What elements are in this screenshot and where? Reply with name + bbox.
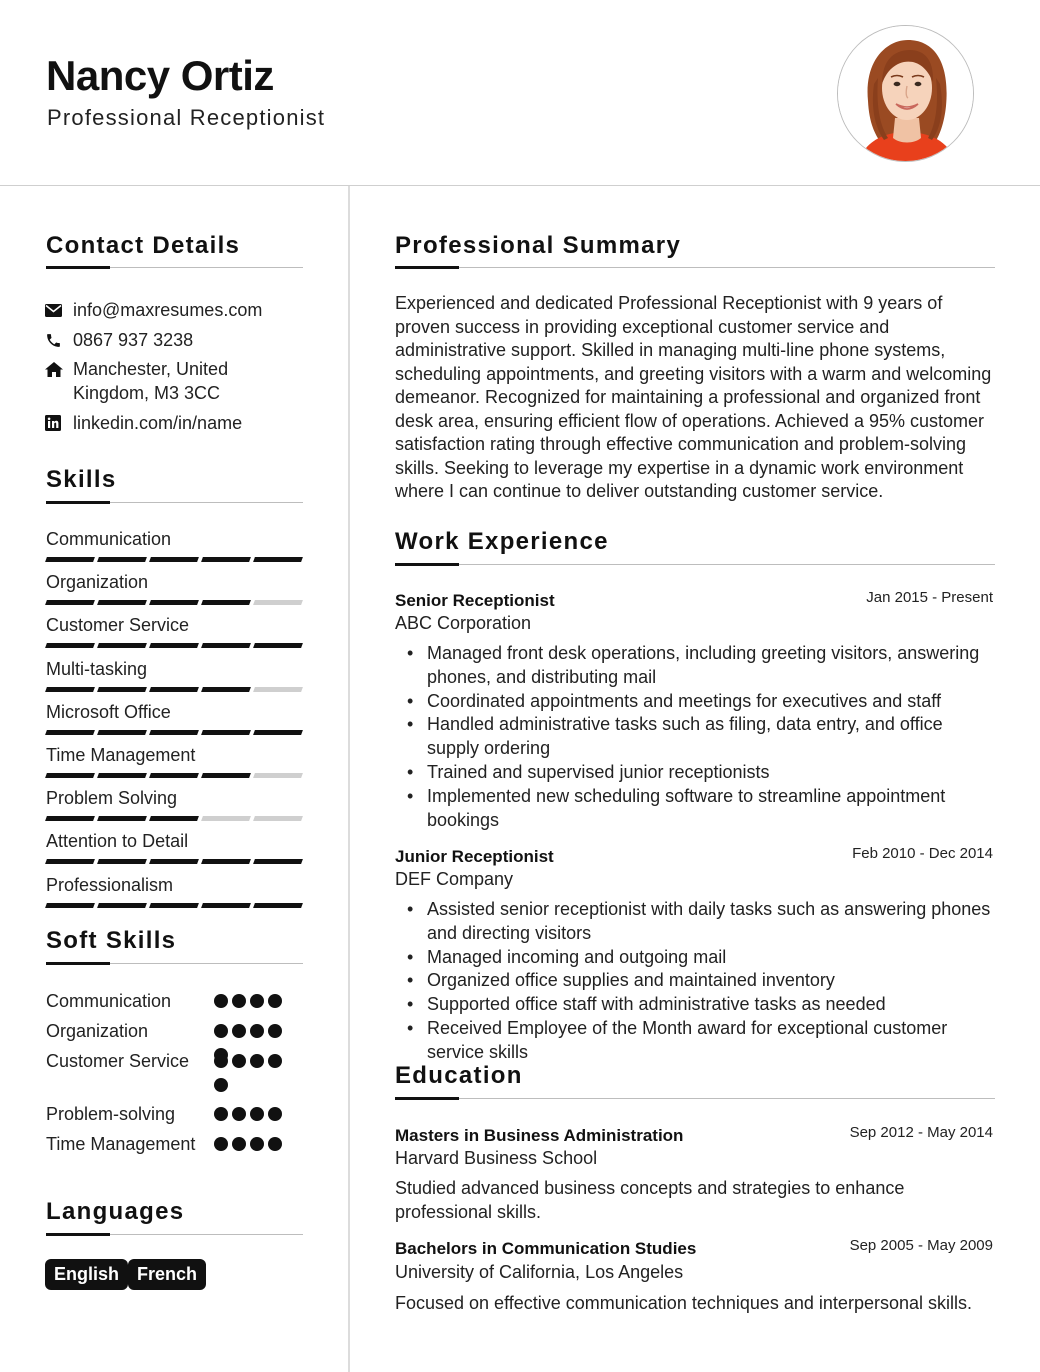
skill-level-segment	[97, 730, 147, 735]
skill-item	[46, 831, 304, 864]
rating-dot	[214, 994, 228, 1008]
contact-phone[interactable]	[45, 328, 273, 352]
skill-level-bars	[46, 687, 304, 692]
rating-dot	[232, 994, 246, 1008]
contact-heading: Contact Details	[46, 232, 241, 259]
skill-label: Problem Solving	[46, 788, 178, 809]
skill-label: Multi-tasking	[46, 658, 148, 679]
skill-level-segment	[97, 859, 147, 864]
skill-level-segment	[97, 816, 147, 821]
job-bullets	[395, 642, 997, 832]
skill-level-segment	[201, 557, 251, 562]
soft-skill-label: Problem-solving	[46, 1104, 176, 1124]
contact-phone-text: 0867 937 3238	[73, 330, 194, 350]
skill-level-segment	[45, 643, 95, 648]
rating-dot	[268, 1107, 282, 1121]
skill-level-segment	[149, 859, 199, 864]
resume-header	[0, 0, 1040, 186]
soft-skill-rating	[214, 994, 288, 1008]
skill-level-segment	[97, 687, 147, 692]
degree-description: Focused on effective communication techniques and interpersonal skills.	[395, 1293, 972, 1313]
list-item: • Received Employee of the Month award for exceptional customer service skills	[395, 1017, 997, 1065]
skill-item	[46, 788, 304, 821]
skill-level-segment	[201, 773, 251, 778]
summary-text: Experienced and dedicated Professional Receptionist with 9 years of proven success in providing exceptional customer service and administrative support. Skilled in managing multi-line phone systems, scheduling appointments, and greeting visitors with a warm and welcoming demeanor. Recognized for maintaining a professional and organized front desk area, ensuring efficient flow of operations. Achieved a 95% customer satisfaction rating through effective communication and problem-solving skills. Seeking to leverage my expertise in a dynamic work environment where I can continue to deliver outstanding customer service.	[395, 293, 992, 501]
contact-email[interactable]	[45, 298, 273, 322]
skill-level-segment	[253, 687, 303, 692]
summary-rule-accent	[395, 266, 459, 269]
skill-level-bars	[46, 730, 304, 735]
skill-level-segment	[97, 600, 147, 605]
skill-level-bars	[46, 903, 304, 908]
skill-item	[46, 659, 304, 692]
skill-item	[46, 529, 304, 562]
candidate-name: Nancy Ortiz	[46, 52, 274, 99]
skill-level-segment	[45, 730, 95, 735]
rating-dot	[214, 1054, 228, 1068]
skill-level-segment	[45, 859, 95, 864]
rating-dot	[250, 1107, 264, 1121]
home-icon	[45, 357, 73, 381]
skill-label: Organization	[46, 572, 149, 593]
skill-level-segment	[201, 643, 251, 648]
skill-level-segment	[45, 816, 95, 821]
skill-level-segment	[149, 687, 199, 692]
skill-level-segment	[253, 773, 303, 778]
languages-rule-accent	[46, 1233, 110, 1236]
skill-level-segment	[253, 903, 303, 908]
job-title: Senior Receptionist	[395, 591, 555, 610]
skill-level-segment	[201, 903, 251, 908]
skill-label: Microsoft Office	[46, 701, 171, 722]
degree-description: Studied advanced business concepts and strategies to enhance professional skills.	[395, 1178, 905, 1222]
language-badge: English	[45, 1259, 128, 1290]
list-item: • Implemented new scheduling software to streamline appointment bookings	[395, 785, 997, 833]
rating-dot	[250, 1137, 264, 1151]
rating-dot	[268, 994, 282, 1008]
skills-heading: Skills	[46, 466, 117, 493]
linkedin-icon	[45, 411, 73, 435]
languages-heading: Languages	[46, 1198, 185, 1225]
school-name: University of California, Los Angeles	[395, 1262, 684, 1282]
profile-portrait-image	[838, 26, 974, 162]
column-divider	[348, 186, 350, 1372]
skill-level-segment	[201, 730, 251, 735]
soft-skill-item	[46, 990, 304, 1013]
list-item: • Handled administrative tasks such as filing, data entry, and office supply ordering	[395, 713, 997, 761]
rating-dot	[250, 1054, 264, 1068]
rating-dot	[214, 1107, 228, 1121]
soft-skill-item	[46, 1050, 304, 1073]
phone-icon	[45, 328, 73, 352]
skill-label: Customer Service	[46, 615, 190, 636]
skill-level-segment	[253, 643, 303, 648]
rating-dot	[250, 994, 264, 1008]
degree-dates: Sep 2005 - May 2009	[849, 1237, 993, 1254]
rating-dot	[232, 1137, 246, 1151]
degree-dates: Sep 2012 - May 2014	[849, 1124, 993, 1141]
degree-title: Masters in Business Administration	[395, 1126, 684, 1145]
skill-level-segment	[201, 687, 251, 692]
list-item: • Managed front desk operations, including greeting visitors, answering phones, and distributing mail	[395, 642, 997, 690]
soft-skill-label: Communication	[46, 991, 172, 1011]
skill-level-segment	[149, 643, 199, 648]
skills-rule-accent	[46, 501, 110, 504]
skill-level-segment	[97, 557, 147, 562]
skill-level-segment	[149, 730, 199, 735]
soft-skill-rating	[214, 1137, 288, 1151]
list-item: • Managed incoming and outgoing mail	[395, 946, 997, 970]
skill-level-segment	[253, 816, 303, 821]
list-item: • Assisted senior receptionist with daily tasks such as answering phones and directing visitors	[395, 898, 997, 946]
skill-level-segment	[253, 730, 303, 735]
rating-dot	[214, 1137, 228, 1151]
soft-skill-item	[46, 1133, 304, 1156]
degree-title: Bachelors in Communication Studies	[395, 1239, 697, 1258]
skill-level-segment	[45, 773, 95, 778]
contact-rule-accent	[46, 266, 110, 269]
job-company: DEF Company	[395, 869, 514, 889]
skill-item	[46, 875, 304, 908]
skill-item	[46, 572, 304, 605]
skill-item	[46, 615, 304, 648]
rating-dot	[214, 1024, 228, 1038]
soft-skill-label: Organization	[46, 1021, 149, 1041]
skill-label: Time Management	[46, 745, 196, 765]
skill-level-bars	[46, 859, 304, 864]
skill-level-segment	[45, 600, 95, 605]
rating-dot	[232, 1054, 246, 1068]
rating-dot	[268, 1137, 282, 1151]
skill-level-segment	[253, 859, 303, 864]
skill-level-segment	[97, 643, 147, 648]
job-title: Junior Receptionist	[395, 847, 554, 866]
school-name: Harvard Business School	[395, 1148, 598, 1168]
skill-level-segment	[45, 687, 95, 692]
list-item: • Trained and supervised junior receptionists	[395, 761, 997, 785]
skill-label: Attention to Detail	[46, 831, 189, 852]
skill-level-bars	[46, 816, 304, 821]
candidate-title: Professional Receptionist	[47, 105, 326, 130]
experience-rule	[395, 564, 995, 565]
skill-level-bars	[46, 643, 304, 648]
experience-heading: Work Experience	[395, 528, 609, 555]
rating-dot	[268, 1054, 282, 1068]
job-dates: Feb 2010 - Dec 2014	[852, 845, 993, 862]
skill-item	[46, 702, 304, 735]
soft-skill-rating	[214, 1054, 288, 1092]
skill-level-segment	[45, 557, 95, 562]
rating-dot	[232, 1024, 246, 1038]
skill-level-segment	[149, 903, 199, 908]
soft-skill-item	[46, 1020, 304, 1043]
skill-level-bars	[46, 600, 304, 605]
job-bullets	[395, 898, 997, 1065]
soft-skills-heading: Soft Skills	[46, 927, 177, 954]
envelope-icon	[45, 298, 73, 322]
skill-level-segment	[253, 600, 303, 605]
rating-dot	[232, 1107, 246, 1121]
skill-level-bars	[46, 773, 304, 778]
contact-linkedin[interactable]	[45, 411, 273, 435]
education-rule-accent	[395, 1097, 459, 1100]
education-rule	[395, 1098, 995, 1099]
soft-skill-label: Time Management	[46, 1134, 196, 1154]
skill-level-segment	[97, 773, 147, 778]
job-dates: Jan 2015 - Present	[866, 589, 993, 606]
skill-level-segment	[149, 773, 199, 778]
skill-level-segment	[201, 600, 251, 605]
skill-level-segment	[97, 903, 147, 908]
summary-rule	[395, 267, 995, 268]
contact-address-text: Manchester, United Kingdom, M3 3CC	[73, 359, 229, 403]
rating-dot	[250, 1024, 264, 1038]
rating-dot	[214, 1078, 228, 1092]
skill-level-segment	[201, 859, 251, 864]
skill-level-bars	[46, 557, 304, 562]
list-item: • Coordinated appointments and meetings for executives and staff	[395, 690, 997, 714]
rating-dot	[268, 1024, 282, 1038]
contact-email-text: info@maxresumes.com	[73, 300, 263, 320]
experience-rule-accent	[395, 563, 459, 566]
skill-level-segment	[201, 816, 251, 821]
skill-label: Communication	[46, 529, 172, 549]
skill-level-segment	[45, 903, 95, 908]
soft-skills-rule-accent	[46, 962, 110, 965]
skill-item	[46, 745, 304, 778]
list-item: • Supported office staff with administrative tasks as needed	[395, 993, 997, 1017]
job-company: ABC Corporation	[395, 613, 532, 633]
summary-heading: Professional Summary	[395, 232, 682, 259]
skill-level-segment	[149, 600, 199, 605]
education-heading: Education	[395, 1062, 523, 1089]
contact-address	[45, 357, 273, 405]
contact-linkedin-text: linkedin.com/in/name	[73, 413, 243, 433]
soft-skill-rating	[214, 1107, 288, 1121]
skill-label: Professionalism	[46, 874, 174, 895]
language-badge: French	[128, 1259, 206, 1290]
profile-photo	[837, 25, 974, 162]
soft-skill-item	[46, 1103, 304, 1126]
skill-level-segment	[149, 816, 199, 821]
list-item: • Organized office supplies and maintained inventory	[395, 969, 997, 993]
skill-level-segment	[149, 557, 199, 562]
skill-level-segment	[253, 557, 303, 562]
soft-skill-label: Customer Service	[46, 1051, 190, 1071]
